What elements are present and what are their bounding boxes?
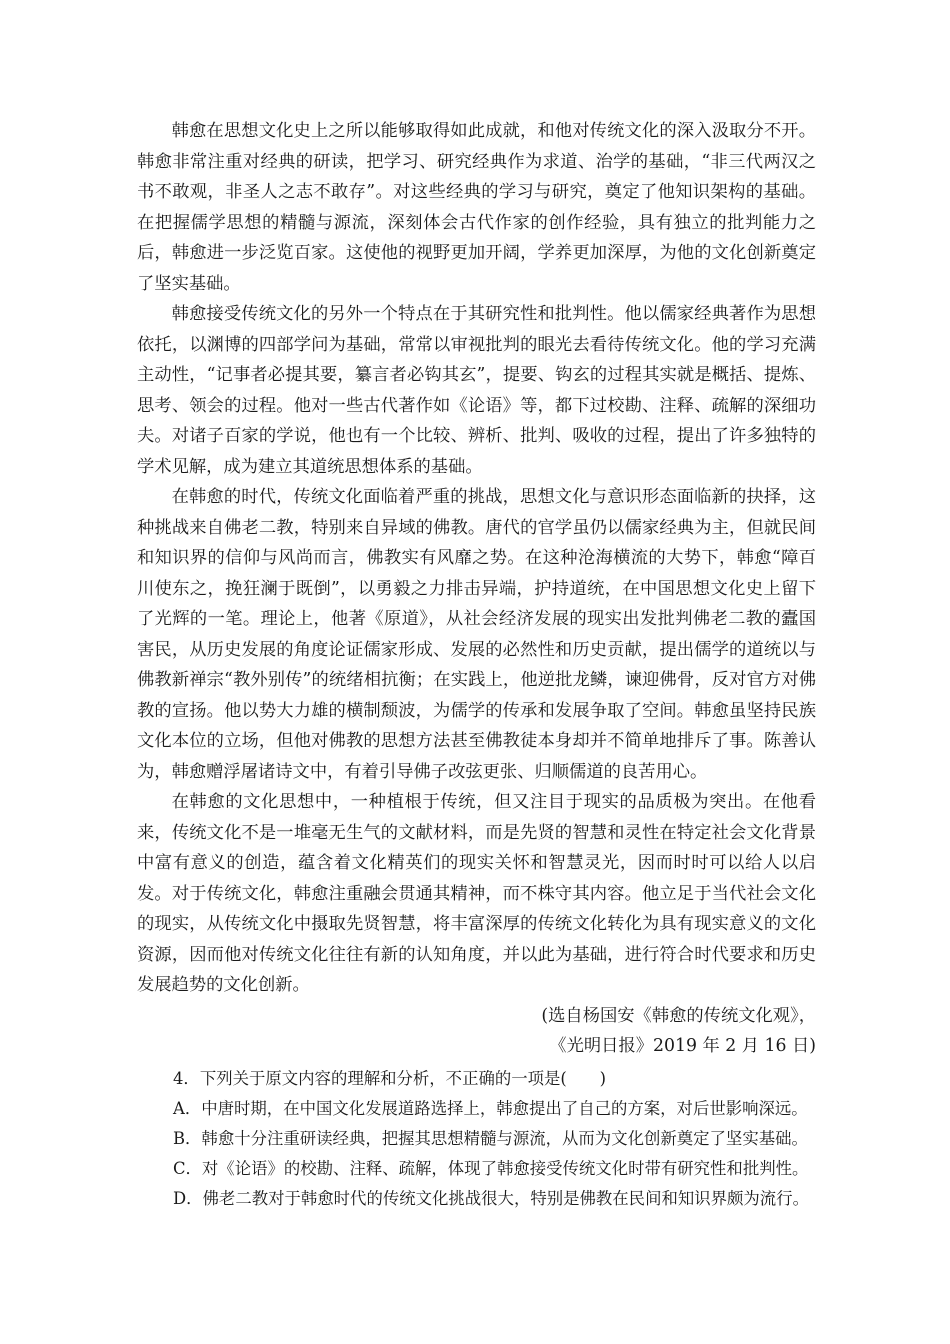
source-citation-line: 《光明日报》2019 年 2 月 16 日)	[549, 1036, 816, 1056]
article-paragraph: 在韩愈的时代，传统文化面临着严重的挑战，思想文化与意识形态面临新的抉择，这种挑战来自佛老二教，特别来自异域的佛教。唐代的官学虽仍以儒家经典为主，但就民间和知识界的信仰与风尚而言，佛教实有风靡之势。在这种沧海横流的大势下，韩愈“障百川使东之，挽狂澜于既倒”，以勇毅之力排击异端，护持道统，在中国思想文化史上留下了光辉的一笔。理论上，他著《原道》，从社会经济发展的现实出发批判佛老二教的蠹国害民，从历史发展的角度论证儒家形成、发展的必然性和历史贡献，提出儒学的道统以与佛教新禅宗“教外别传”的统绪相抗衡；在实践上，他逆批龙鳞，谏迎佛骨，反对官方对佛教的宣扬。他以势大力雄的横制颓波，为儒学的传承和发展争取了空间。韩愈虽坚持民族文化本位的立场，但他对佛教的思想方法甚至佛教徒本身却并不简单地排斥了事。陈善认为，韩愈赠浮屠诸诗文中，有着引导佛子改弦更张、归顺儒道的良苦用心。	[137, 487, 816, 782]
option-d: D．佛老二教对于韩愈时代的传统文化挑战很大，特别是佛教在民间和知识界颇为流行。	[173, 1188, 809, 1208]
option-b: B．韩愈十分注重研读经典，把握其思想精髓与源流，从而为文化创新奠定了坚实基础。	[173, 1128, 808, 1148]
document-page	[137, 116, 816, 1214]
article-paragraph: 韩愈在思想文化史上之所以能够取得如此成就，和他对传统文化的深入汲取分不开。韩愈非常注重对经典的研读，把学习、研究经典作为求道、治学的基础，“非三代两汉之书不敢观，非圣人之志不敢存”。对这些经典的学习与研究，奠定了他知识架构的基础。在把握儒学思想的精髓与源流，深刻体会古代作家的创作经验，具有独立的批判能力之后，韩愈进一步泛览百家。这使他的视野更加开阔，学养更加深厚，为他的文化创新奠定了坚实基础。	[137, 121, 816, 294]
option-a: A．中唐时期，在中国文化发展道路选择上，韩愈提出了自己的方案，对后世影响深远。	[173, 1098, 808, 1118]
question-stem: 4．下列关于原文内容的理解和分析，不正确的一项是( )	[173, 1068, 606, 1088]
source-citation-line: (选自杨国安《韩愈的传统文化观》，	[541, 1005, 816, 1026]
question-block	[137, 1064, 816, 1214]
article-source	[137, 1001, 816, 1062]
option-c: C．对《论语》的校勘、注释、疏解，体现了韩愈接受传统文化时带有研究性和批判性。	[173, 1158, 809, 1178]
article-paragraph: 韩愈接受传统文化的另外一个特点在于其研究性和批判性。他以儒家经典著作为思想依托，以渊博的四部学问为基础，常常以审视批判的眼光去看待传统文化。他的学习充满主动性，“记事者必提其要，纂言者必钩其玄”，提要、钩玄的过程其实就是概括、提炼、思考、领会的过程。他对一些古代著作如《论语》等，都下过校勘、注释、疏解的深细功夫。对诸子百家的学说，他也有一个比较、辨析、批判、吸收的过程，提出了许多独特的学术见解，成为建立其道统思想体系的基础。	[137, 304, 816, 477]
article-paragraph: 在韩愈的文化思想中，一种植根于传统，但又注目于现实的品质极为突出。在他看来，传统文化不是一堆毫无生气的文献材料，而是先贤的智慧和灵性在特定社会文化背景中富有意义的创造，蕴含着文化精英们的现实关怀和智慧灵光，因而时时可以给人以启发。对于传统文化，韩愈注重融会贯通其精神，而不株守其内容。他立足于当代社会文化的现实，从传统文化中摄取先贤智慧，将丰富深厚的传统文化转化为具有现实意义的文化资源，因而他对传统文化往往有新的认知角度，并以此为基础，进行符合时代要求和历史发展趋势的文化创新。	[137, 792, 816, 995]
article-body	[137, 116, 816, 1001]
